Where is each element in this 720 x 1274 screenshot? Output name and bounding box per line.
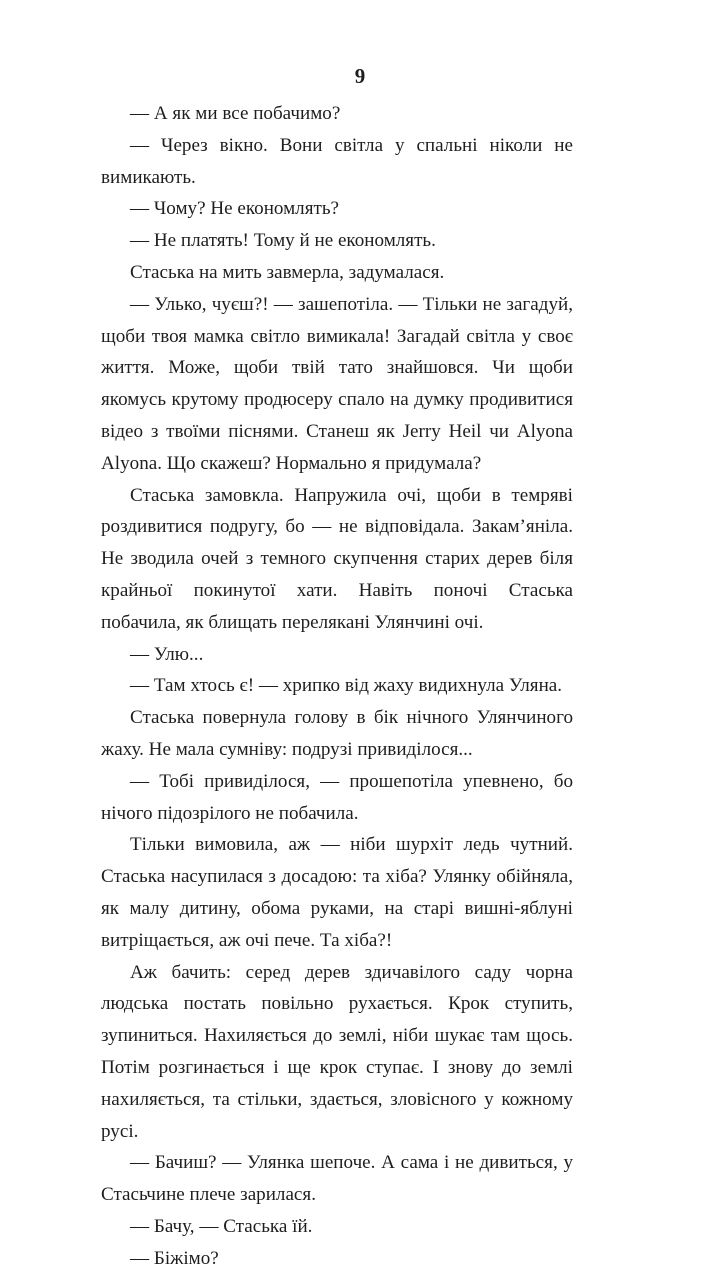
paragraph: — Улю...: [130, 643, 204, 665]
paragraph: — Через вікно. Вони світла у спальні ніколи не вимикають.: [101, 134, 573, 188]
page-number: 9: [354, 64, 366, 88]
paragraph: Стаська повернула голову в бік нічного Улянчиного жаху. Не мала сумніву: подрузі привиділося...: [101, 707, 573, 760]
paragraph: — Улько, чуєш?! — зашепотіла. — Тільки не загадуй, щоби твоя мамка світло вимикала! Загадай світла у своє життя. Може, щоби твій тато знайшовся. Чи щоби якомусь крутому продюсеру спало на думку продивитися відео з твоїми піснями. Станеш як Jerry Heil чи Alyona Alyona. Що скажеш? Нормально я придумала?: [101, 293, 573, 474]
paragraph: — Тобі привиділося, — прошепотіла упевнено, бо нічого підозрілого не побачила.: [101, 770, 573, 824]
paragraph: — Там хтось є! — хрипко від жаху видихнула Уляна.: [130, 675, 563, 697]
paragraph: — А як ми все побачимо?: [130, 103, 341, 124]
paragraph: — Біжімо?: [130, 1247, 219, 1269]
paragraph: Стаська замовкла. Напружила очі, щоби в темряві роздивитися подругу, бо — не відповідала. Закам’яніла. Не зводила очей з темного скупчення старих дерев біля крайньої покинутої хати. Навіть поночі Стаська побачила, як блищать перелякані Улянчині очі.: [101, 484, 573, 633]
body-text: [101, 98, 573, 1274]
paragraph: — Чому? Не економлять?: [130, 198, 340, 220]
paragraph: — Бачиш? — Улянка шепоче. А сама і не дивиться, у Стасьчине плече зарилася.: [101, 1152, 573, 1206]
paragraph: Стаська на мить завмерла, задумалася.: [130, 261, 445, 283]
paragraph: Тільки вимовила, аж — ніби шурхіт ледь чутний. Стаська насупилася з досадою: та хіба? Улянку обійняла, як малу дитину, обома руками, на старі вишні-яблуні витріщається, аж очі пече. Та хіба?!: [101, 834, 573, 951]
paragraph: Аж бачить: серед дерев здичавілого саду чорна людська постать повільно рухається. Крок ступить, зупиниться. Нахиляється до землі, ніби шукає там щось. Потім розгинається і ще крок ступає. І знову до землі нахиляється, та стільки, здається, зловісного у кожному русі.: [101, 961, 573, 1142]
paragraph: — Бачу, — Стаська їй.: [130, 1215, 313, 1237]
paragraph: — Не платять! Тому й не економлять.: [130, 230, 436, 252]
